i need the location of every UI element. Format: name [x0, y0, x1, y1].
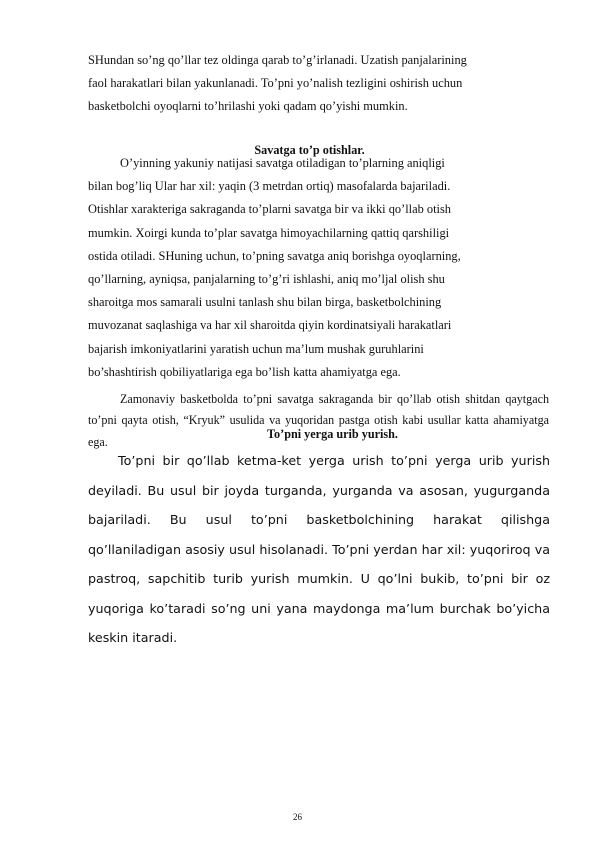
- text-line: faol harakatlari bilan yakunlanadi. To’pni yo’nalish tezligini oshirish uchun: [88, 76, 463, 91]
- text-line: basketbolchi oyoqlarni to’hrilashi yoki qadam qo’yishi mumkin.: [88, 99, 408, 114]
- text-line: ostida otiladi. SHuning uchun, to’pning savatga aniq borishga oyoqlarning,: [88, 248, 461, 263]
- text-line: bo’shashtirish qobiliyatlariga ega bo’lish katta ahamiyatga ega.: [88, 364, 401, 379]
- page-number: 26: [293, 812, 302, 822]
- text-line: O’yinning yakuniy natijasi savatga otiladigan to’plarning aniqligi: [120, 156, 445, 170]
- paragraph-shots: [88, 152, 548, 384]
- text-line: muvozanat saqlashiga va har xil sharoitda qiyin kordinatsiyali harakatlari: [88, 318, 452, 333]
- paragraph-modern-shots: Zamonaviy basketbolda to’pni savatga sakraganda bir qo’llab otish shitdan qaytgach to’pni qayta otish, “Kryuk” usulida va yuqoridan pastga otish kabi usullar katta ahamiyatga ega.: [88, 392, 549, 449]
- section-heading-dribbling: To’pni yerga urib yurish.: [267, 427, 398, 441]
- text-line: qo’llarning, ayniqsa, panjalarning to’g’ri ishlashi, aniq mo’ljal olish shu: [88, 272, 445, 287]
- text-line: Otishlar xarakteriga sakraganda to’plarni savatga bir va ikki qo’llab otish: [88, 202, 451, 217]
- text-line: bajarish imkoniyatlarini yaratish uchun ma’lum mushak guruhlarini: [88, 341, 424, 356]
- paragraph-dribbling: To’pni bir qo’llab ketma-ket yerga urish to’pni yerga urib yurish deyiladi. Bu usul bir joyda turganda, yurganda va asosan, yugurganda bajariladi. Bu usul to’pni basketbolchining harakat qilishga qo’llaniladigan asosiy usul hisolanadi. To’pni yerdan har xil: yuqoriroq va pastroq, sapchitib turib yurish mumkin. U qo’lni bukib, to’pni bir oz yuqoriga ko’taradi so’ng uni yana maydonga ma’lum burchak bo’yicha keskin itaradi.: [88, 453, 550, 645]
- paragraph-passing-end: [88, 49, 548, 119]
- section-heading-shots: Savatga to’p otishlar.: [254, 143, 365, 157]
- text-line: mumkin. Xoirgi kunda to’plar savatga himoyachilarning qattiq qarshiligi: [88, 225, 450, 240]
- text-line: bilan bog’liq Ular har xil: yaqin (3 metrdan ortiq) masofalarda bajariladi.: [88, 179, 451, 194]
- text-line: sharoitga mos samarali usulni tanlash shu bilan birga, basketbolchining: [88, 295, 442, 310]
- text-line: SHundan so’ng qo’llar tez oldinga qarab to’g’irlanadi. Uzatish panjalarining: [88, 53, 467, 67]
